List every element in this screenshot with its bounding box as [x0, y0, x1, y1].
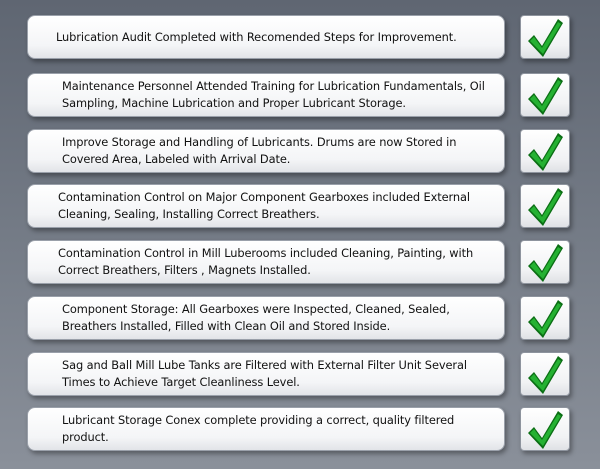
checklist-item-card	[27, 296, 505, 340]
checkmark-box	[520, 129, 570, 173]
checklist-item	[0, 240, 600, 286]
checklist-item-text: Improve Storage and Handling of Lubricants. Drums are now Stored in Covered Area, Labeled with Arrival Date.	[62, 135, 457, 166]
checklist-item-card	[27, 407, 505, 451]
checkmark-box	[520, 184, 570, 228]
checklist-item-card	[27, 240, 505, 284]
checklist-item-text: Contamination Control in Mill Luberooms included Cleaning, Painting, with Correct Breathers, Filters , Magnets Installed.	[58, 246, 474, 277]
checklist-item-text: Contamination Control on Major Component Gearboxes included External Cleaning, Sealing, Installing Correct Breathers.	[58, 190, 470, 221]
checkmark-box	[520, 15, 570, 59]
checkmark-box	[520, 240, 570, 284]
checklist-item	[0, 129, 600, 175]
checkmark-box	[520, 73, 570, 117]
checkmark-box	[520, 352, 570, 396]
checklist-item-text: Maintenance Personnel Attended Training for Lubrication Fundamentals, Oil Sampling, Machine Lubrication and Proper Lubricant Storage.	[62, 79, 485, 110]
checklist-item-text: Sag and Ball Mill Lube Tanks are Filtered with External Filter Unit Several Times to Achieve Target Cleanliness Level.	[62, 358, 467, 389]
checklist-item	[0, 184, 600, 230]
checkmark-icon	[525, 75, 565, 117]
checkmark-icon	[525, 242, 565, 284]
checklist-item	[0, 352, 600, 398]
checkmark-icon	[525, 186, 565, 228]
checklist-item-text: Lubricant Storage Conex complete providing a correct, quality filtered product.	[62, 413, 455, 444]
checkmark-icon	[525, 131, 565, 173]
checklist-item	[0, 73, 600, 119]
checkmark-box	[520, 407, 570, 451]
checklist-item-card	[27, 73, 505, 117]
checklist-item	[0, 15, 600, 61]
checklist-item-card	[27, 129, 505, 173]
checklist-item-text: Lubrication Audit Completed with Recomended Steps for Improvement.	[56, 29, 457, 44]
checkmark-icon	[525, 298, 565, 340]
checklist-item-card	[27, 184, 505, 228]
checkmark-icon	[525, 354, 565, 396]
checklist-item-text: Component Storage: All Gearboxes were Inspected, Cleaned, Sealed, Breathers Installed, Filled with Clean Oil and Stored Inside.	[62, 302, 450, 333]
checkmark-icon	[525, 17, 565, 59]
checkmark-icon	[525, 409, 565, 451]
checklist-item	[0, 407, 600, 453]
checklist-item-card	[27, 15, 505, 59]
checklist-item-card	[27, 352, 505, 396]
checkmark-box	[520, 296, 570, 340]
checklist-item	[0, 296, 600, 342]
